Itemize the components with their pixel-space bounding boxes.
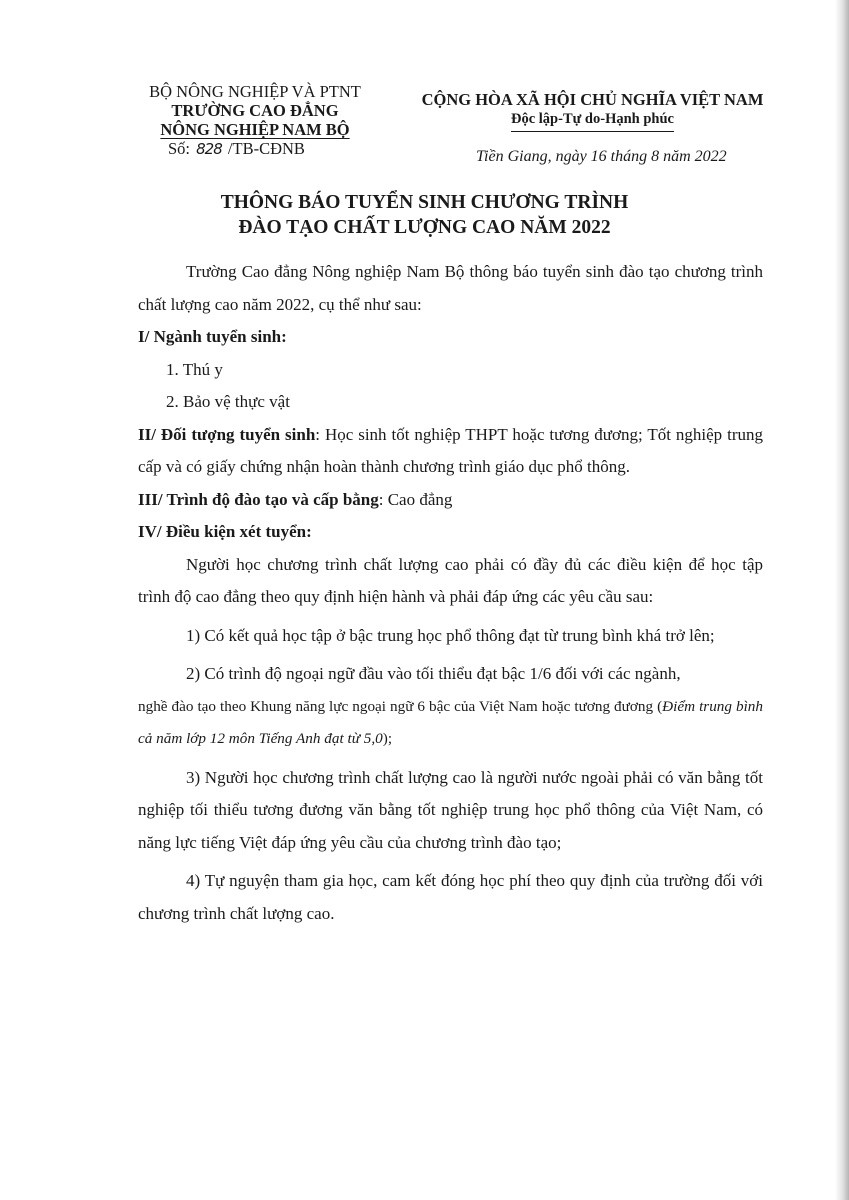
condition-4: 4) Tự nguyện tham gia học, cam kết đóng học phí theo quy định của trường đối với chương trình chất lượng cao. xyxy=(138,871,763,923)
section4-heading-text: IV/ Điều kiện xét tuyển: xyxy=(138,522,312,541)
section2-heading: II/ Đối tượng tuyển sinh xyxy=(138,424,316,444)
doc-number-suffix: /TB-CĐNB xyxy=(227,139,305,158)
section2-paragraph xyxy=(138,419,763,484)
section4-intro: Người học chương trình chất lượng cao phải có đầy đủ các điều kiện để học tập trình độ cao đẳng theo quy định hiện hành và phải đáp ứng các yêu cầu sau: xyxy=(138,554,763,606)
title-line2: ĐÀO TẠO CHẤT LƯỢNG CAO NĂM 2022 xyxy=(238,217,611,238)
list-item: 1. Thú y xyxy=(166,359,223,379)
condition-2-text: nghề đào tạo theo Khung năng lực ngoại ngữ 6 bậc của Việt Nam hoặc tương đương ( xyxy=(138,697,663,715)
document-number xyxy=(120,139,390,159)
section3-paragraph xyxy=(138,484,763,517)
section3-text: : Cao đẳng xyxy=(378,489,453,509)
school-name-line2: NÔNG NGHIỆP NAM BỘ xyxy=(160,120,350,139)
section4-heading xyxy=(138,516,763,549)
scan-edge-shadow xyxy=(835,0,849,1200)
school-name-line1: TRƯỜNG CAO ĐẲNG xyxy=(171,101,339,120)
condition-2-line1: 2) Có trình độ ngoại ngữ đầu vào tối thiểu đạt bậc 1/6 đối với các ngành, xyxy=(186,664,681,683)
issuer-block xyxy=(120,82,390,159)
national-header xyxy=(410,90,775,132)
document-body xyxy=(138,256,763,930)
national-motto: Độc lập-Tự do-Hạnh phúc xyxy=(511,110,674,132)
condition-1: 1) Có kết quả học tập ở bậc trung học phổ thông đạt từ trung bình khá trở lên; xyxy=(186,625,715,645)
doc-number-prefix: Số: xyxy=(168,139,191,158)
ministry-name: BỘ NÔNG NGHIỆP VÀ PTNT xyxy=(149,82,361,101)
condition-3: 3) Người học chương trình chất lượng cao là người nước ngoài phải có văn bằng tốt nghiệp tối thiểu tương đương văn bằng tốt nghiệp trung học phổ thông của Việt Nam, có năng lực tiếng Việt đáp ứng yêu cầu của chương trình đào tạo; xyxy=(138,767,763,852)
condition-2-rest xyxy=(138,691,763,756)
place-date: Tiền Giang, ngày 16 tháng 8 năm 2022 xyxy=(476,148,727,165)
condition-2-italic: Điểm trung bình cả năm lớp 12 môn Tiếng Anh đạt từ 5,0 xyxy=(138,697,763,747)
section1-heading-text: I/ Ngành tuyển sinh: xyxy=(138,327,287,346)
title-line1: THÔNG BÁO TUYỂN SINH CHƯƠNG TRÌNH xyxy=(220,192,629,213)
section3-heading: III/ Trình độ đào tạo và cấp bằng xyxy=(138,489,379,509)
intro-paragraph: Trường Cao đẳng Nông nghiệp Nam Bộ thông báo tuyển sinh đào tạo chương trình chất lượng cao năm 2022, cụ thể như sau: xyxy=(138,262,763,314)
section1-heading xyxy=(138,321,763,354)
country-name: CỘNG HÒA XÃ HỘI CHỦ NGHĨA VIỆT NAM xyxy=(421,90,764,109)
list-item: 2. Bảo vệ thực vật xyxy=(166,392,290,411)
condition-2-end: ); xyxy=(382,730,393,747)
section2-text: : Học sinh tốt nghiệp THPT hoặc tương đương; Tốt nghiệp trung cấp và có giấy chứng nhận hoàn thành chương trình giáo dục phổ thông. xyxy=(138,424,763,476)
document-title xyxy=(0,190,849,240)
doc-number-handwritten: 828 xyxy=(196,140,222,158)
